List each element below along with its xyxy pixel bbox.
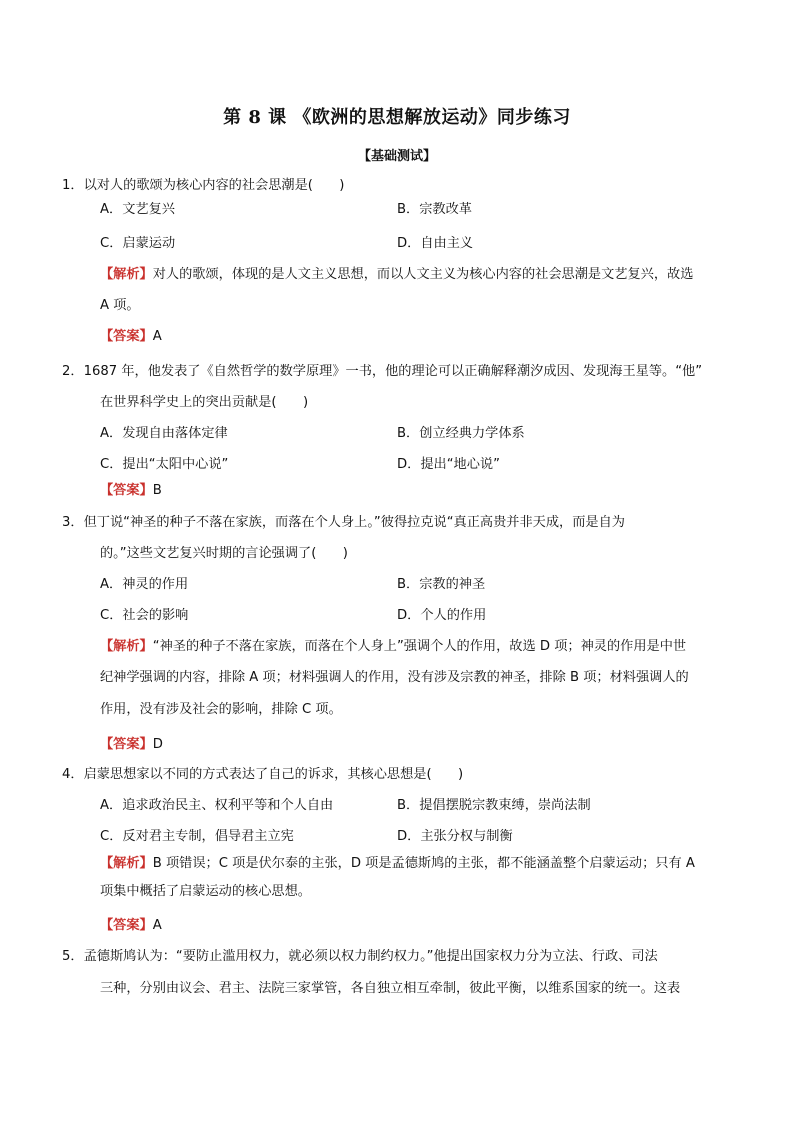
- q5-stem-line-1: 5．孟德斯鸠认为：“要防止滥用权力，就必须以权力制约权力。”他提出国家权力分为立法、行政、司法: [62, 949, 658, 964]
- q1-analysis-line-2: A 项。: [100, 298, 140, 313]
- q3-option-b: B．宗教的神圣: [397, 577, 486, 592]
- q2-option-a: A．发现自由落体定律: [100, 426, 228, 441]
- q2-option-b: B．创立经典力学体系: [397, 426, 525, 441]
- q3-analysis-line-3: 作用，没有涉及社会的影响，排除 C 项。: [100, 702, 342, 717]
- q2-answer-value: B: [152, 483, 162, 498]
- q5-stem-line-2: 三种，分别由议会、君主、法院三家掌管，各自独立相互牵制，彼此平衡，以维系国家的统一。这表: [100, 981, 681, 996]
- answer-label: 【答案】: [100, 918, 153, 933]
- q3-analysis: [100, 638, 686, 656]
- answer-label: 【答案】: [100, 329, 153, 344]
- q3-option-a: A．神灵的作用: [100, 577, 189, 592]
- q1-option-b: B．宗教改革: [397, 202, 472, 217]
- q4-analysis-line-2: 项集中概括了启蒙运动的核心思想。: [100, 884, 311, 899]
- q4-answer-value: A: [152, 918, 162, 933]
- q4-option-b: B．提倡摆脱宗教束缚，崇尚法制: [397, 798, 591, 813]
- q2-option-d: D．提出“地心说”: [397, 457, 500, 472]
- q3-analysis-line-2: 纪神学强调的内容，排除 A 项；材料强调人的作用，没有涉及宗教的神圣，排除 B 项；材料强调人的: [100, 670, 689, 685]
- q3-stem-line-2: 的。”这些文艺复兴时期的言论强调了( ): [100, 546, 348, 561]
- q3-answer: [100, 736, 163, 754]
- q1-analysis-line-1: 对人的歌颂，体现的是人文主义思想，而以人文主义为核心内容的社会思潮是文艺复兴，故选: [152, 267, 694, 282]
- q4-answer: [100, 917, 162, 935]
- section-heading: 【基础测试】: [357, 149, 436, 164]
- q3-option-c: C．社会的影响: [100, 608, 189, 623]
- q1-answer-value: A: [152, 329, 162, 344]
- q1-option-c: C．启蒙运动: [100, 236, 176, 251]
- q1-option-a: A．文艺复兴: [100, 202, 175, 217]
- q4-option-d: D．主张分权与制衡: [397, 829, 513, 844]
- q2-stem-line-2: 在世界科学史上的突出贡献是( ): [100, 395, 309, 410]
- q1-option-d: D．自由主义: [397, 236, 474, 251]
- answer-label: 【答案】: [100, 483, 153, 498]
- q3-analysis-line-1: “神圣的种子不落在家族，而落在个人身上”强调个人的作用，故选 D 项；神灵的作用是中世: [152, 639, 687, 654]
- q4-option-a: A．追求政治民主、权利平等和个人自由: [100, 798, 334, 813]
- q1-stem: 1．以对人的歌颂为核心内容的社会思潮是( ): [62, 178, 345, 193]
- analysis-label: 【解析】: [100, 267, 153, 282]
- analysis-label: 【解析】: [100, 639, 153, 654]
- q1-analysis: [100, 266, 693, 284]
- q2-option-c: C．提出“太阳中心说”: [100, 457, 229, 472]
- q3-answer-value: D: [152, 737, 163, 752]
- q2-answer: [100, 482, 162, 500]
- page-title: 第 8 课 《欧洲的思想解放运动》同步练习: [223, 107, 571, 128]
- q1-answer: [100, 328, 162, 346]
- q4-analysis-line-1: B 项错误；C 项是伏尔泰的主张，D 项是孟德斯鸠的主张，都不能涵盖整个启蒙运动；只有 A: [152, 856, 695, 871]
- q4-analysis: [100, 855, 695, 873]
- q2-stem-line-1: 2．1687 年，他发表了《自然哲学的数学原理》一书，他的理论可以正确解释潮汐成因、发现海王星等。“他”: [62, 364, 703, 379]
- q4-stem: 4．启蒙思想家以不同的方式表达了自己的诉求，其核心思想是( ): [62, 767, 464, 782]
- q3-option-d: D．个人的作用: [397, 608, 487, 623]
- q4-option-c: C．反对君主专制，倡导君主立宪: [100, 829, 294, 844]
- q3-stem-line-1: 3．但丁说“神圣的种子不落在家族，而落在个人身上。”彼得拉克说“真正高贵并非天成，而是自为: [62, 515, 625, 530]
- answer-label: 【答案】: [100, 737, 153, 752]
- analysis-label: 【解析】: [100, 856, 153, 871]
